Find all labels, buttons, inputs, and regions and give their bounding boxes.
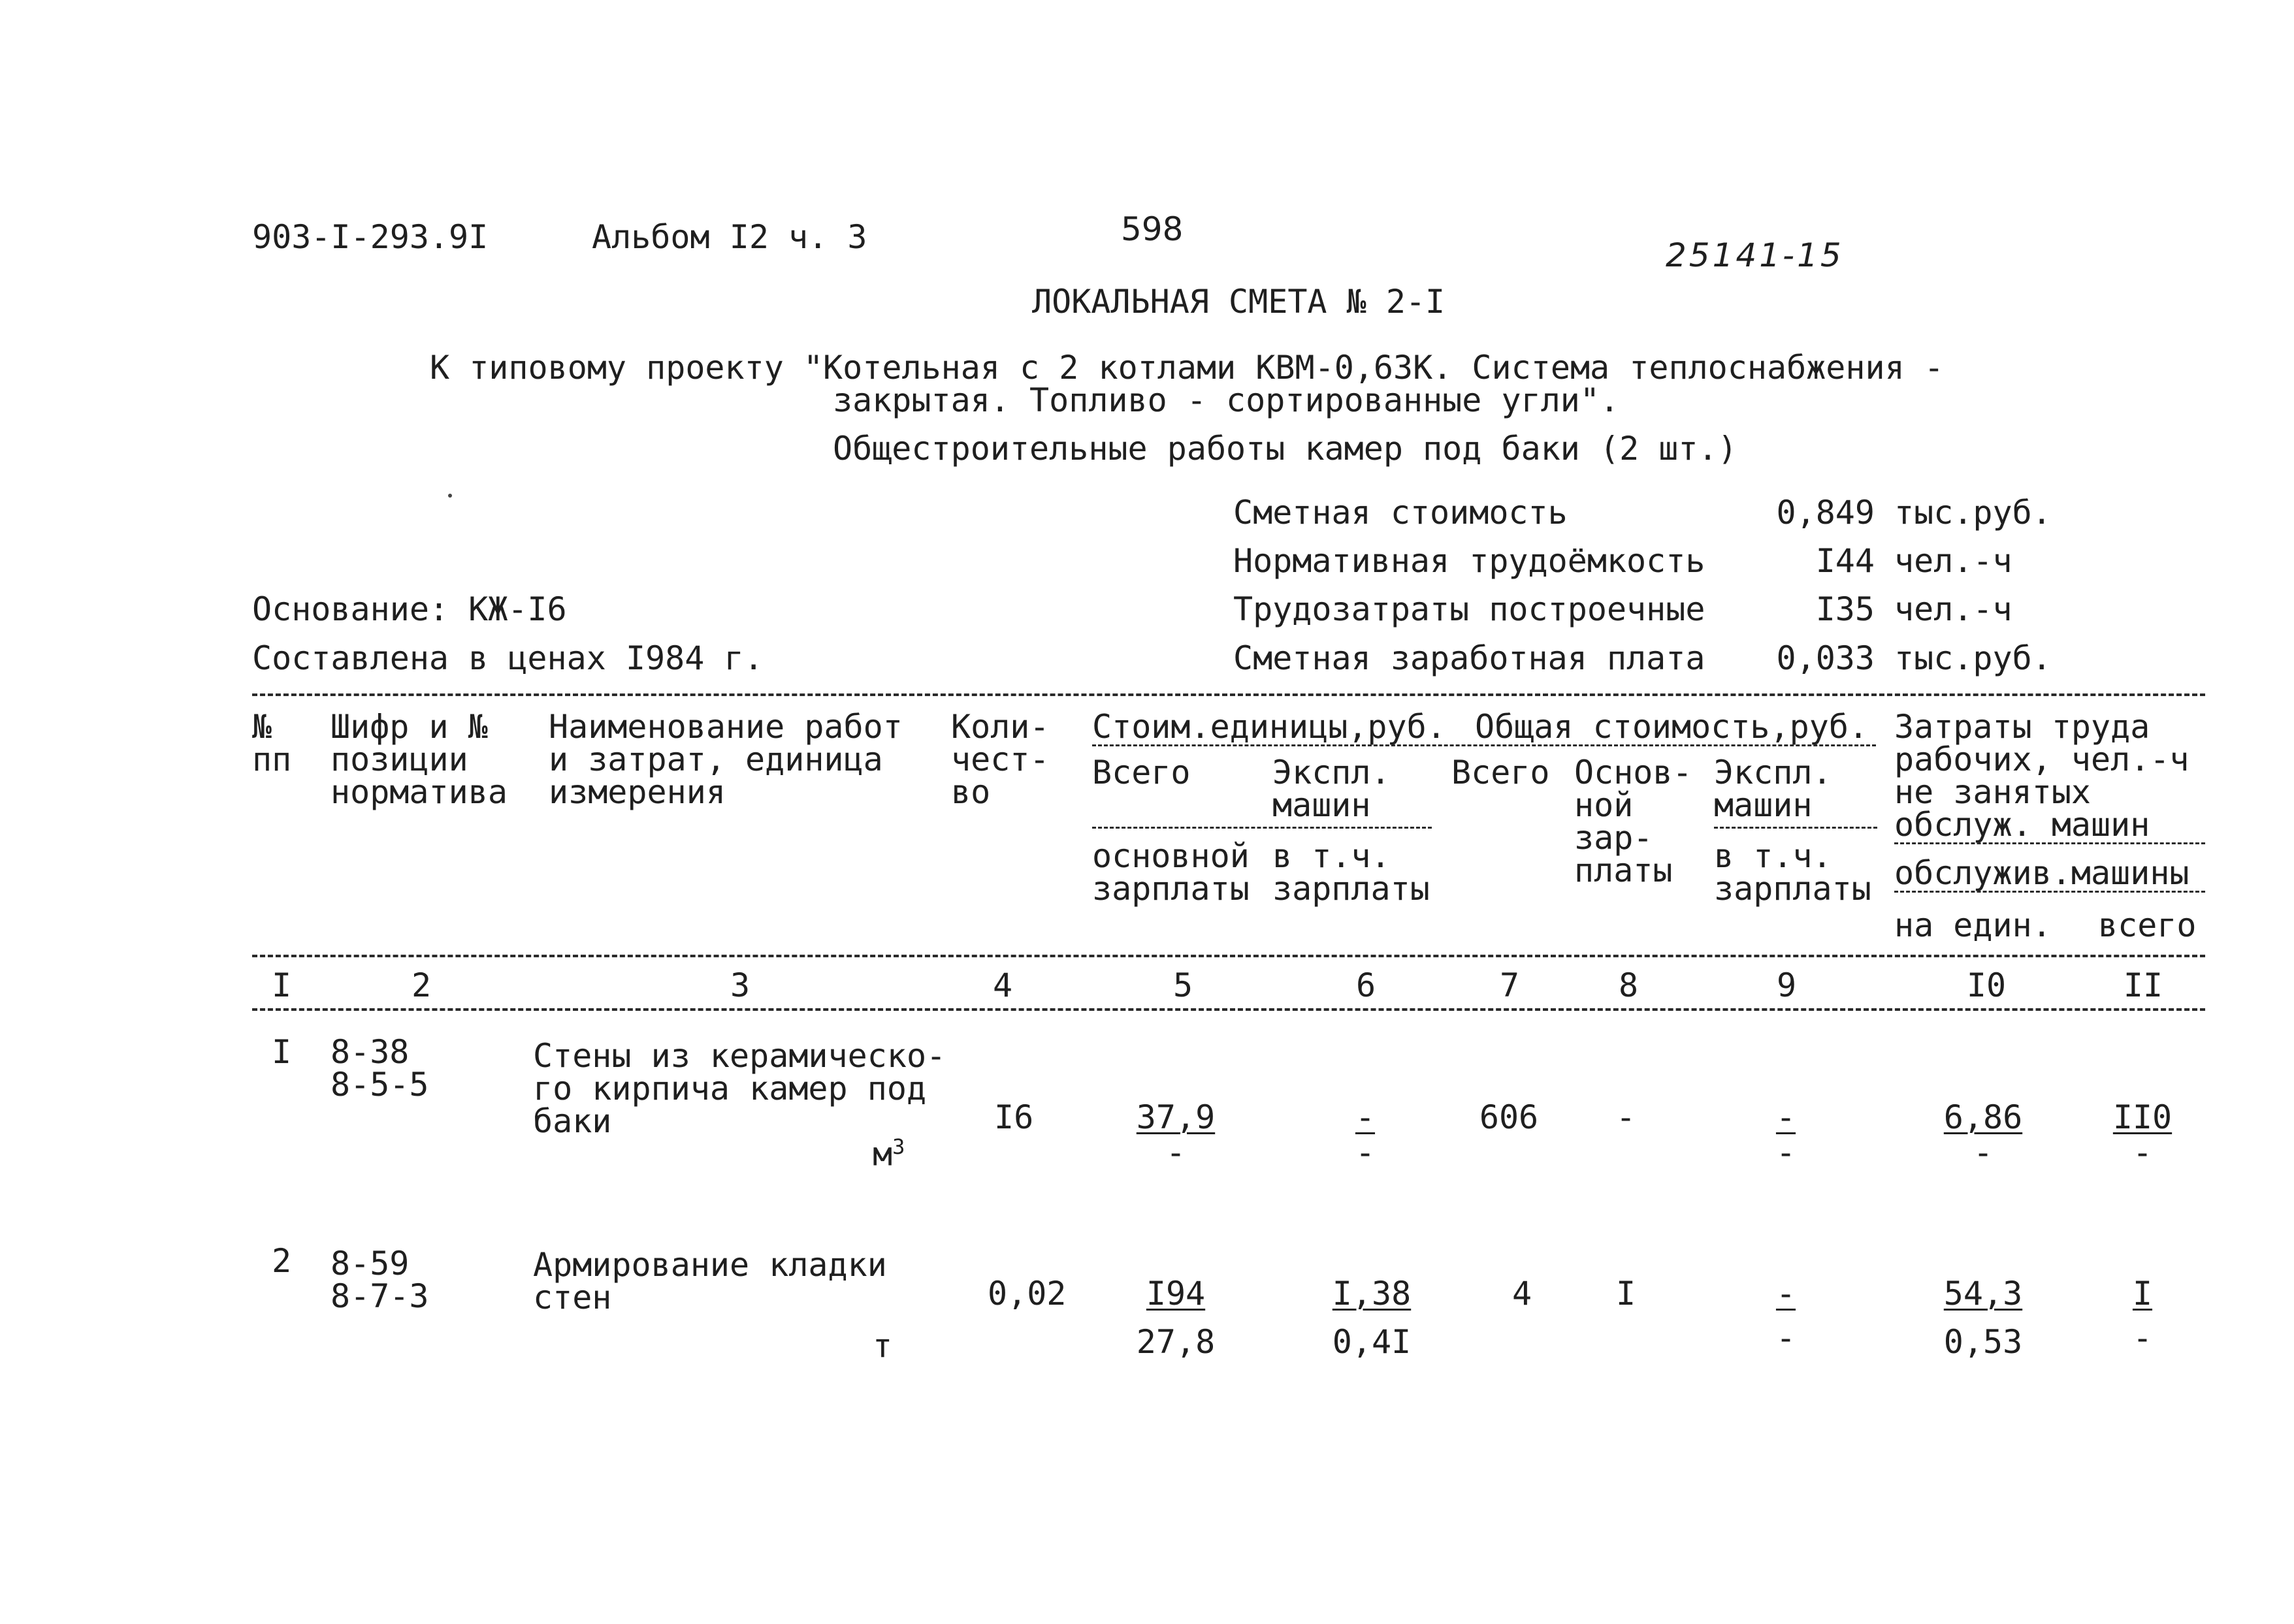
project-line-1: К типовому проекту "Котельная с 2 котлами КВМ-0,63К. Система теплоснабжения - <box>430 349 1944 387</box>
machine-labor-total: - <box>2132 1134 2153 1171</box>
work-name: баки <box>533 1102 612 1140</box>
norm-code: 8-38 <box>331 1033 410 1071</box>
work-name: го кирпича камер под <box>533 1070 927 1107</box>
col3-header: и затрат, единица <box>549 740 883 778</box>
col8-header: зар- <box>1574 819 1653 857</box>
unit-machine-cost: - <box>1355 1098 1376 1136</box>
norm-code: 8-5-5 <box>331 1066 429 1104</box>
column-number: 4 <box>992 966 1013 1004</box>
col6-header: Экспл. <box>1272 754 1391 791</box>
unit-machine-cost: I,38 <box>1332 1275 1412 1313</box>
col1-header: № <box>252 708 272 746</box>
header-bottom-rule <box>252 955 2205 957</box>
unit-cost-group-header: Стоим.единицы,руб. <box>1092 708 1446 746</box>
total-machine-wage: - <box>1775 1319 1796 1357</box>
summary-unit: чел.-ч <box>1894 590 2012 628</box>
summary-label: Сметная заработная плата <box>1233 639 1705 677</box>
total-basic-wage: - <box>1615 1098 1636 1136</box>
summary-value: 0,849 <box>1776 494 1875 532</box>
labor-group-header: обслужив.машины <box>1894 854 2189 892</box>
row-number: I <box>272 1033 292 1071</box>
total-basic-wage: I <box>1615 1275 1636 1313</box>
col8-header: ной <box>1574 786 1634 824</box>
labor-subrule <box>1894 842 2205 844</box>
summary-unit: тыс.руб. <box>1894 639 2052 677</box>
column-number: 3 <box>730 966 751 1004</box>
summary-value: 0,033 <box>1776 639 1875 677</box>
labor-per-unit: 6,86 <box>1943 1098 2023 1136</box>
summary-label: Нормативная трудоёмкость <box>1233 542 1705 580</box>
col4-header: Коли- <box>951 708 1050 746</box>
labor-group-header: Затраты труда <box>1894 708 2150 746</box>
speck <box>448 494 452 498</box>
summary-unit: чел.-ч <box>1894 542 2012 580</box>
col10-header: на един. <box>1894 906 2052 944</box>
column-number: 5 <box>1172 966 1193 1004</box>
column-number: II <box>2123 966 2163 1004</box>
machine-labor-per-unit: - <box>1973 1134 1994 1171</box>
col1-header: пп <box>252 740 292 778</box>
summary-label: Трудозатраты построечные <box>1233 590 1705 628</box>
basis-line: Основание: КЖ-I6 <box>252 590 567 628</box>
page-number: 598 <box>1121 210 1184 248</box>
col5-header: зарплаты <box>1092 870 1250 908</box>
col5-header: Всего <box>1092 754 1191 791</box>
col11-header: всего <box>2098 906 2197 944</box>
col8-header: платы <box>1574 852 1673 889</box>
total-machine-cost: - <box>1775 1098 1796 1136</box>
column-number: 6 <box>1355 966 1376 1004</box>
unit-cost-total: 37,9 <box>1136 1098 1216 1136</box>
unit-machine-wage: 0,4I <box>1332 1323 1412 1361</box>
unit-of-measure <box>873 1136 905 1171</box>
column-number: I <box>271 966 292 1004</box>
column-number: I0 <box>1966 966 2007 1004</box>
col4-header: во <box>951 773 991 811</box>
unit-exponent: 3 <box>892 1134 905 1159</box>
norm-code: 8-7-3 <box>331 1277 429 1315</box>
col3-header: Наименование работ <box>549 708 903 746</box>
col2-header: позиции <box>331 740 468 778</box>
work-name: стен <box>533 1279 612 1316</box>
column-number: 7 <box>1499 966 1520 1004</box>
project-line-2: закрытая. Топливо - сортированные угли". <box>833 381 1620 419</box>
quantity: 0,02 <box>988 1275 1067 1313</box>
column-number-rule <box>252 1008 2205 1011</box>
labor-total: I <box>2132 1275 2153 1313</box>
column-number: 9 <box>1776 966 1797 1004</box>
col5-subrule <box>1092 827 1432 829</box>
unit-machine-wage: - <box>1355 1134 1376 1171</box>
unit-cost-total: I94 <box>1146 1275 1206 1313</box>
summary-value: I44 <box>1815 542 1875 580</box>
work-name: Стены из керамическо- <box>533 1037 946 1075</box>
group-header-rule <box>1092 744 1876 746</box>
column-number: 8 <box>1618 966 1639 1004</box>
unit-cost-wage: - <box>1165 1134 1186 1171</box>
total-cost-group-header: Общая стоимость,руб. <box>1475 708 1869 746</box>
norm-code: 8-59 <box>331 1245 410 1282</box>
col8-header: Основ- <box>1574 754 1692 791</box>
album-label: Альбом I2 ч. 3 <box>592 218 867 256</box>
col2-header: норматива <box>331 773 508 811</box>
column-number: 2 <box>411 966 432 1004</box>
summary-value: I35 <box>1815 590 1875 628</box>
document-code: 903-I-293.9I <box>252 218 489 256</box>
col9-header: машин <box>1714 786 1813 824</box>
labor-subrule <box>1894 891 2205 893</box>
unit-cost-wage: 27,8 <box>1136 1323 1216 1361</box>
machine-labor-per-unit: 0,53 <box>1943 1323 2023 1361</box>
estimate-title: ЛОКАЛЬНАЯ СМЕТА № 2-I <box>1032 283 1446 321</box>
handwritten-stamp-number: 25141-15 <box>1666 236 1844 274</box>
summary-label: Сметная стоимость <box>1233 494 1568 532</box>
col6-header: зарплаты <box>1272 870 1430 908</box>
col9-header: в т.ч. <box>1714 837 1832 875</box>
work-name: Армирование кладки <box>533 1246 887 1284</box>
unit-of-measure-text: м <box>873 1135 893 1173</box>
labor-per-unit: 54,3 <box>1943 1275 2023 1313</box>
summary-unit: тыс.руб. <box>1894 494 2052 532</box>
col9-header: зарплаты <box>1714 870 1871 908</box>
labor-group-header: обслуж. машин <box>1894 806 2150 844</box>
quantity: I6 <box>994 1098 1034 1136</box>
unit-of-measure: т <box>873 1327 893 1365</box>
total-cost: 4 <box>1511 1275 1532 1313</box>
machine-labor-total: - <box>2132 1319 2153 1357</box>
total-machine-cost: - <box>1775 1275 1796 1313</box>
compiled-line: Составлена в ценах I984 г. <box>252 639 764 677</box>
col6-header: в т.ч. <box>1272 837 1391 875</box>
row-number: 2 <box>272 1242 292 1280</box>
project-line-3: Общестроительные работы камер под баки (2 шт.) <box>833 430 1737 468</box>
col7-header: Всего <box>1451 754 1550 791</box>
col4-header: чест- <box>951 740 1050 778</box>
total-machine-wage: - <box>1775 1134 1796 1171</box>
labor-group-header: рабочих, чел.-ч <box>1894 740 2189 778</box>
table-top-rule <box>252 693 2205 696</box>
col9-subrule <box>1714 827 1877 829</box>
labor-total: II0 <box>2112 1098 2173 1136</box>
col3-header: измерения <box>549 773 726 811</box>
labor-group-header: не занятых <box>1894 773 2092 811</box>
col2-header: Шифр и № <box>331 708 488 746</box>
col5-header: основной <box>1092 837 1250 875</box>
col6-header: машин <box>1272 786 1371 824</box>
total-cost: 606 <box>1479 1098 1539 1136</box>
col9-header: Экспл. <box>1714 754 1832 791</box>
